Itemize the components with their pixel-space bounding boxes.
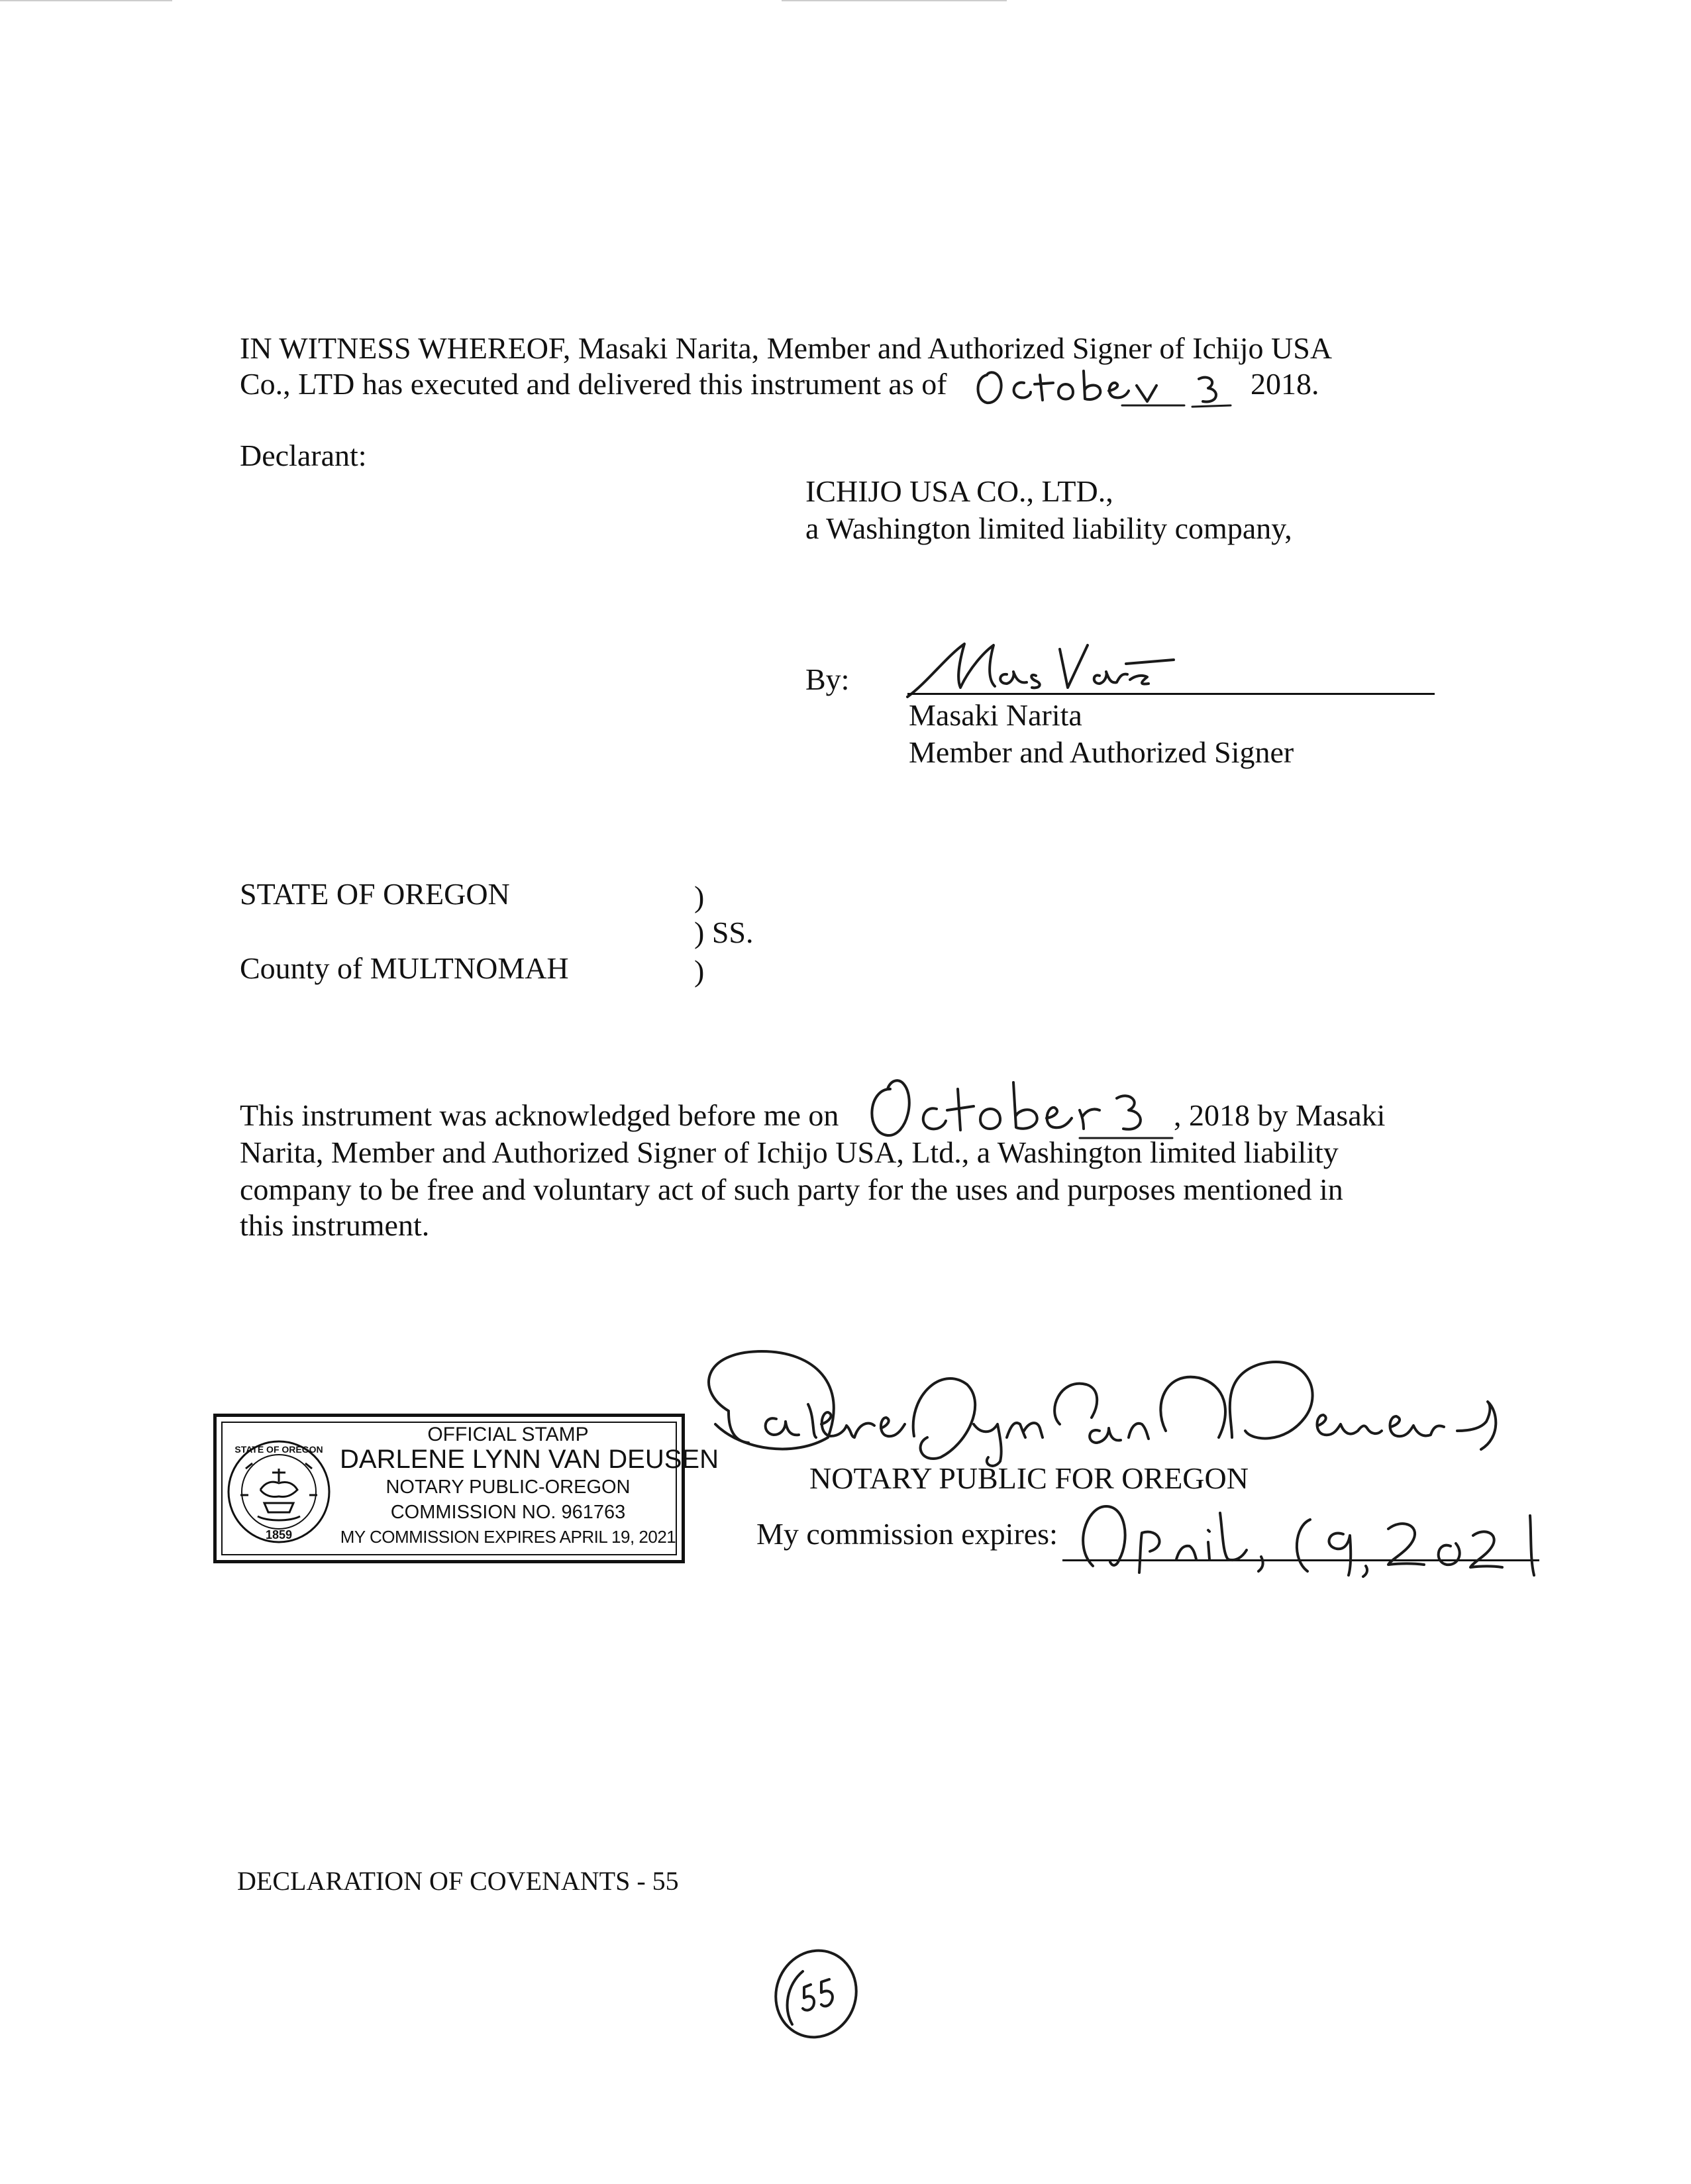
scan-edge-mark [782, 0, 1007, 1]
witness-line-2 [240, 366, 947, 403]
venue-state: STATE OF OREGON [240, 877, 510, 911]
notary-signature [689, 1338, 1543, 1471]
footer-page-label: DECLARATION OF COVENANTS - 55 [237, 1866, 679, 1896]
by-label: By: [805, 662, 850, 696]
company-description: a Washington limited liability company, [805, 511, 1292, 545]
commission-expires-label: My commission expires: [756, 1517, 1058, 1551]
signer-title: Member and Authorized Signer [909, 735, 1294, 769]
venue-county: County of MULTNOMAH [240, 951, 569, 985]
notary-handwritten-expiry [1066, 1493, 1543, 1579]
stamp-title: OFFICIAL STAMP [427, 1424, 589, 1445]
circled-page-number [763, 1945, 869, 2044]
witness-line-2-prefix: Co., LTD has executed and delivered this instrument as of [240, 367, 947, 401]
witness-line-1: IN WITNESS WHEREOF, Masaki Narita, Member and Authorized Signer of Ichijo USA [240, 331, 1333, 365]
witness-handwritten-date [974, 363, 1252, 411]
venue-paren-bottom: ) [694, 954, 705, 988]
ack-handwritten-date [861, 1069, 1179, 1141]
seal-year: 1859 [265, 1528, 293, 1541]
official-stamp [213, 1414, 719, 1563]
venue-ss: ) SS. [694, 915, 754, 949]
ack-line-4: this instrument. [240, 1208, 430, 1242]
company-name: ICHIJO USA CO., LTD., [805, 474, 1113, 508]
ack-line-3: company to be free and voluntary act of such party for the uses and purposes mentioned in [240, 1172, 1343, 1206]
ack-line-1-suffix: , 2018 by Masaki [1174, 1098, 1386, 1132]
venue-paren-top: ) [694, 880, 705, 913]
oregon-seal-icon [226, 1429, 332, 1555]
witness-year: 2018. [1251, 367, 1319, 401]
stamp-expires: MY COMMISSION EXPIRES APRIL 19, 2021 [340, 1527, 676, 1547]
stamp-commission-number: COMMISSION NO. 961763 [390, 1502, 626, 1523]
notary-title: NOTARY PUBLIC FOR OREGON [809, 1461, 1249, 1495]
declarant-label: Declarant: [240, 439, 367, 472]
seal-text: STATE OF OREGON [234, 1444, 323, 1455]
signature-line [907, 693, 1435, 695]
stamp-role: NOTARY PUBLIC-OREGON [385, 1477, 631, 1498]
signer-signature [901, 636, 1179, 702]
signer-name: Masaki Narita [909, 698, 1082, 732]
ack-line-2: Narita, Member and Authorized Signer of Ichijo USA, Ltd., a Washington limited liability [240, 1135, 1339, 1169]
ack-line-1-prefix: This instrument was acknowledged before me on [240, 1098, 839, 1132]
scan-edge-mark [0, 0, 172, 1]
stamp-notary-name: DARLENE LYNN VAN DEUSEN [340, 1445, 719, 1474]
